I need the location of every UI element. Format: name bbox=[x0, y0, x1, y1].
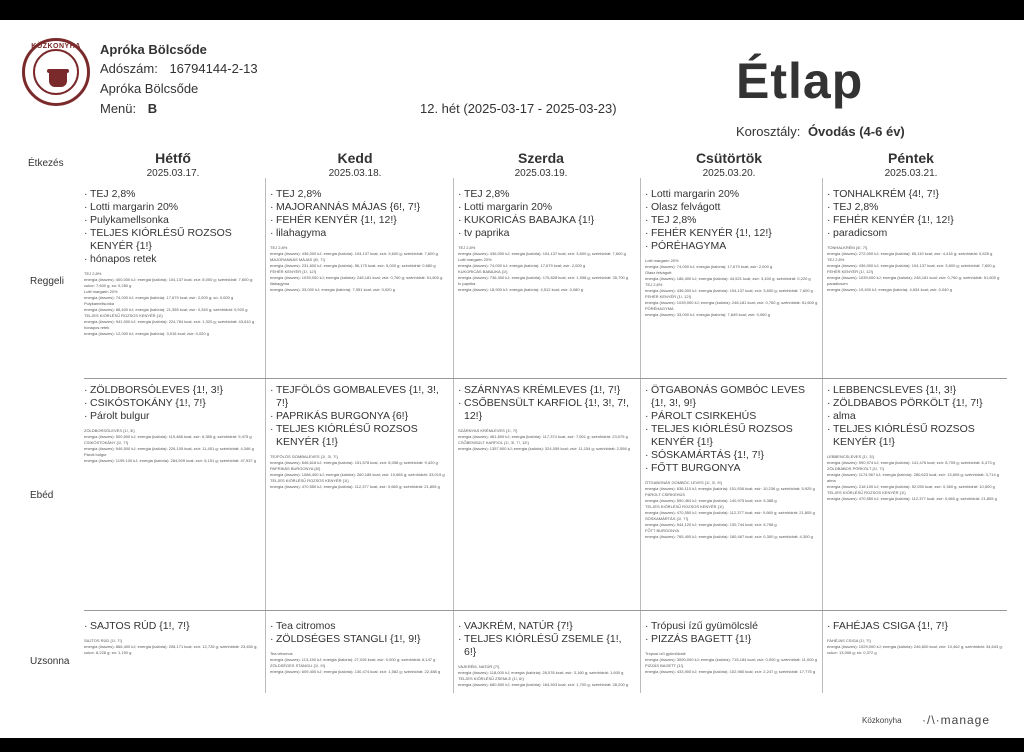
nutrition-details bbox=[827, 245, 1005, 293]
nutrition-line: energia (összes): 1357,900 kJ; energia (kalória): 324,059 kcal; zsír: 11,154 g; szénhidrát: 2,556 g bbox=[458, 446, 631, 451]
day-header-friday bbox=[826, 150, 996, 179]
nutrition-line: Olasz felvágott bbox=[645, 270, 672, 275]
dish-item: · paradicsom bbox=[827, 227, 1005, 240]
dish-list bbox=[270, 384, 448, 449]
nutrition-line: energia (összes): 1039,000 kJ; energia (kalória): 248,181 kcal; zsír: 0,760 g; szénhidrát: 51,600 g bbox=[645, 300, 818, 305]
nutrition-line: energia (összes): 680,500 kJ; energia (kalória): 164,503 kcal; zsír: 1,700 g; szénhidrát: 28,200 g bbox=[458, 682, 629, 687]
nutrition-line: energia (összes): 461,600 kJ; energia (kalória): 117,374 kcal; zsír: 7,501 g; szénhidrát: 23,075 g bbox=[458, 434, 628, 439]
nutrition-line: energia (összes): 946,500 kJ; energia (kalória): 226,105 kcal; zsír: 11,451 g; szénhidrát: 4,346 g bbox=[84, 446, 254, 451]
nutrition-line: energia (összes): 590,974 kJ; energia (kalória): 141,476 kcal; zsír: 8,705 g; szénhidrát: 6,473 g bbox=[827, 460, 995, 465]
nutrition-line: energia (összes): 636,110 kJ; energia (kalória): 151,938 kcal; zsír: 10,236 g; szénhidrát: 5,925 g bbox=[645, 486, 815, 491]
tax-number-line bbox=[100, 61, 258, 76]
nutrition-details bbox=[645, 258, 823, 318]
nutrition-line: TELJES KIÓRLÉSŰ ROZSOS KENYÉR {1!} bbox=[645, 504, 724, 509]
menu-cell-uzsonna-3 bbox=[645, 620, 823, 675]
nutrition-line: SAJTOS RÚD {1!, 7!} bbox=[84, 638, 122, 643]
top-black-bar bbox=[0, 0, 1024, 20]
nutrition-line: TONHALKRÉM {4!, 7!} bbox=[827, 245, 868, 250]
nutrition-line: ÖTGABONÁS GOMBÓC LEVES {1!, 3!, 9!} bbox=[645, 480, 722, 485]
nutrition-line: TELJES KIÓRLÉSŰ ROZSOS KENYÉR {1!} bbox=[270, 478, 349, 483]
dish-item: · TELJES KIÓRLÉSŰ ROZSOS KENYÉR {1!} bbox=[84, 227, 262, 253]
menu-cell-uzsonna-4 bbox=[827, 620, 1005, 656]
nutrition-details bbox=[827, 638, 1005, 655]
nutrition-line: TELJES KIÓRLÉSŰ ROZSOS KENYÉR {1!} bbox=[827, 490, 906, 495]
nutrition-details bbox=[270, 651, 448, 675]
menu-cell-ebed-3 bbox=[645, 384, 823, 540]
nutrition-line: energia (összes): 18,900 kJ; energia (kalória): 4,512 kcal; zsír: 0,080 g bbox=[458, 287, 583, 292]
nutrition-line: FEHÉR KENYÉR {1!, 12!} bbox=[645, 294, 692, 299]
dish-list bbox=[270, 620, 448, 646]
dish-item: · FEHÉR KENYÉR {1!, 12!} bbox=[270, 214, 448, 227]
dish-item: · TEJ 2,8% bbox=[645, 214, 823, 227]
nutrition-details bbox=[84, 271, 262, 336]
nutrition-line: energia (összes): 12,000 kJ; energia (kalória): 3,016 kcal; zsír: 0,020 g bbox=[84, 330, 209, 336]
nutrition-line: energia (összes): 1086,400 kJ; energia (kalória): 260,185 kcal; zsír: 10,665 g; szénhidrát: 33,019 g bbox=[270, 472, 445, 477]
dish-list bbox=[827, 384, 1005, 449]
column-divider bbox=[265, 178, 266, 693]
nutrition-line: energia (összes): 941,000 kJ; energia (kalória): 224,784 kcal; zsír: 1,320 g; szénhidrát: 43,610 g bbox=[84, 318, 255, 324]
dish-item: · MAJORANNÁS MÁJAS {6!, 7!} bbox=[270, 201, 448, 214]
dish-item: · PÁROLT CSIRKEHÚS bbox=[645, 410, 823, 423]
nutrition-line: CSŐBENSÜLT KARFIOL {1!, 3!, 7!, 12!} bbox=[458, 440, 529, 445]
row-divider bbox=[84, 610, 1007, 611]
nutrition-line: energia (összes): 470,550 kJ; energia (kalória): 112,377 kcal; zsír: 0,660 g; szénhidrát: 21,805 g bbox=[827, 496, 997, 501]
nutrition-line: LEBBENCSLEVES {1!, 3!} bbox=[827, 454, 874, 459]
nutrition-line: hónapos retek bbox=[84, 324, 110, 330]
nutrition-line: energia (összes): 3090,000 kJ; energia (kalória): 715,184 kcal; zsír: 0,000 g; szénhidrát: 11,000 g bbox=[645, 657, 818, 662]
nutrition-line: energia (összes): 1039,000 kJ; energia (kalória): 248,181 kcal; zsír: 0,760 g; szénhidrát: 51,600 g bbox=[827, 275, 1000, 280]
pot-icon bbox=[49, 73, 67, 87]
day-name: Csütörtök bbox=[695, 150, 763, 166]
nutrition-line: energia (összes): 646,616 kJ; energia (kalória): 151,578 kcal; zsír: 8,058 g; szénhidrát: 9,420 g bbox=[270, 460, 438, 465]
nutrition-line: TEJ 2,8% bbox=[827, 257, 845, 262]
dish-item: · Lotti margarin 20% bbox=[645, 188, 823, 201]
nutrition-line: TELJES KIÓRLÉSŰ ZSEMLE {1!, 6!} bbox=[458, 676, 524, 681]
dish-item: · ZÖLDBORSÓLEVES {1!, 3!} bbox=[84, 384, 262, 397]
nutrition-line: energia (összes): 400,000 kJ; energia (kalória): 104,137 kcal; zsír: 8,000 g; szénhidrát: 7,600 g; cukor: 7,600 g; só: 0,280 g bbox=[84, 277, 253, 288]
nutrition-line: Párolt bulgur bbox=[84, 452, 107, 457]
age-label: Korosztály: bbox=[736, 124, 801, 139]
nutrition-line: energia (összes): 470,550 kJ; energia (kalória): 112,377 kcal; zsír: 0,660 g; szénhidrát: 21,805 g bbox=[270, 484, 440, 489]
dish-item: · FEHÉR KENYÉR {1!, 12!} bbox=[645, 227, 823, 240]
menu-cell-ebed-2 bbox=[458, 384, 636, 452]
nutrition-line: energia (összes): 74,000 kJ; energia (kalória): 17,679 kcal; zsír: 2,000 g; só: 0,000 g bbox=[84, 294, 234, 300]
dish-item: · SAJTOS RÚD {1!, 7!} bbox=[84, 620, 262, 633]
menu-cell-ebed-1 bbox=[270, 384, 448, 490]
nutrition-line: SZÁRNYAS KRÉMLEVES {1!, 7!} bbox=[458, 428, 518, 433]
day-date: 2025.03.18. bbox=[328, 168, 382, 179]
nutrition-line: TEJ 2,8% bbox=[645, 282, 663, 287]
nutrition-line: lilahagyma bbox=[270, 281, 290, 286]
nutrition-line: energia (összes): 736,300 kJ; energia (kalória): 175,828 kcal; zsír: 1,598 g; szénhidrát: 35,700 g bbox=[458, 275, 629, 280]
nutrition-line: ZÖLDBORSÓLEVES {1!, 3!} bbox=[84, 428, 135, 433]
dish-list bbox=[645, 188, 823, 253]
dish-list bbox=[270, 188, 448, 240]
week-range: 12. hét (2025-03-17 - 2025-03-23) bbox=[420, 101, 617, 116]
dish-item: · ZÖLDBABOS PÖRKÖLT {1!, 7!} bbox=[827, 397, 1005, 410]
dish-item: · PAPRIKÁS BURGONYA {6!} bbox=[270, 410, 448, 423]
nutrition-line: energia (összes): 272,000 kJ; energia (kalória): 65,119 kcal; zsír: 4,416 g; szénhidrát: 0,625 g bbox=[827, 251, 993, 256]
nutrition-line: Pulykamellsonka bbox=[84, 300, 115, 306]
dish-list bbox=[645, 620, 823, 646]
nutrition-line: energia (összes): 765,400 kJ; energia (kalória): 180,467 kcal; zsír: 0,300 g; szénhidrát: 4,300 g bbox=[645, 534, 813, 539]
dish-item: · PIZZÁS BAGETT {1!} bbox=[645, 633, 823, 646]
nutrition-line: TEJ 2,8% bbox=[270, 245, 288, 250]
dish-item: · FAHÉJAS CSIGA {1!, 7!} bbox=[827, 620, 1005, 633]
nutrition-line: PIZZÁS BAGETT {1!} bbox=[645, 663, 684, 668]
menu-line bbox=[100, 101, 157, 116]
menu-cell-ebed-4 bbox=[827, 384, 1005, 502]
nutrition-line: ZÖLDBABOS PÖRKÖLT {1!, 7!} bbox=[827, 466, 884, 471]
nutrition-line: PÁROLT CSIRKEHÚS bbox=[645, 492, 686, 497]
dish-item: · SZÁRNYAS KRÉMLEVES {1!, 7!} bbox=[458, 384, 636, 397]
nutrition-line: energia (összes): 74,000 kJ; energia (kalória): 17,679 kcal; zsír: 2,000 g bbox=[458, 263, 586, 268]
nutrition-line: energia (összes): 113,150 kJ; energia (kalória): 27,026 kcal; zsír: 0,000 g; szénhidrát: 6,147 g bbox=[270, 657, 436, 662]
day-name: Hétfő bbox=[155, 150, 191, 166]
dish-item: · SÓSKAMÁRTÁS {1!, 7!} bbox=[645, 449, 823, 462]
dish-list bbox=[458, 384, 636, 423]
nutrition-line: TEJ 2,8% bbox=[84, 271, 102, 276]
nutrition-line: FAHÉJAS CSIGA {1!, 7!} bbox=[827, 638, 871, 643]
day-header-thursday bbox=[644, 150, 814, 179]
dish-item: · FŐTT BURGONYA bbox=[645, 462, 823, 475]
nutrition-line: SÓSKAMÁRTÁS {1!, 7!} bbox=[645, 516, 689, 521]
nutrition-details bbox=[458, 245, 636, 293]
meal-label-reggeli: Reggeli bbox=[30, 276, 64, 287]
nutrition-details bbox=[645, 651, 823, 675]
nutrition-line: Lotti margarin 20% bbox=[84, 288, 118, 294]
institution-name-secondary: Apróka Bölcsőde bbox=[100, 81, 199, 96]
nutrition-line: energia (összes): 436,000 kJ; energia (kalória): 104,137 kcal; zsír: 3,600 g; szénhidrát: 7,600 g bbox=[827, 263, 995, 268]
age-value: Óvodás (4-6 év) bbox=[807, 124, 905, 139]
menu-value: B bbox=[147, 101, 158, 116]
dish-list bbox=[458, 620, 636, 659]
menu-cell-reggeli-4 bbox=[827, 188, 1005, 293]
dish-list bbox=[84, 188, 262, 266]
menu-cell-uzsonna-2 bbox=[458, 620, 636, 688]
dish-item: · Olasz felvágott bbox=[645, 201, 823, 214]
footer-kozkonyha: Közkonyha bbox=[862, 716, 902, 725]
kozkonyha-logo bbox=[22, 38, 90, 106]
nutrition-line: ZÖLDSÉGES STANGLI {1!, 9!} bbox=[270, 663, 326, 668]
dish-item: · Trópusi ízű gyümölcslé bbox=[645, 620, 823, 633]
menu-cell-ebed-0 bbox=[84, 384, 262, 464]
nutrition-line: energia (összes): 1039,000 kJ; energia (kalória): 248,181 kcal; zsír: 0,760 g; szénhidrát: 51,600 g bbox=[270, 275, 443, 280]
nutrition-line: energia (összes): 590,464 kJ; energia (kalória): 140,975 kcal; zsír: 5,388 g bbox=[645, 498, 777, 503]
dish-item: · tv paprika bbox=[458, 227, 636, 240]
nutrition-line: tv paprika bbox=[458, 281, 476, 286]
day-header-monday bbox=[88, 150, 258, 179]
dish-item: · LEBBENCSLEVES {1!, 3!} bbox=[827, 384, 1005, 397]
nutrition-details bbox=[270, 245, 448, 293]
nutrition-line: energia (összes): 609,400 kJ; energia (kalória): 130,474 kcal; zsír: 1,582 g; szénhidrát: 22,488 g bbox=[270, 669, 441, 674]
dish-list bbox=[458, 188, 636, 240]
age-group bbox=[736, 124, 905, 139]
column-divider bbox=[453, 178, 454, 693]
dish-item: · Lotti margarin 20% bbox=[458, 201, 636, 214]
dish-item: · TEJ 2,8% bbox=[270, 188, 448, 201]
dish-item: · TONHALKRÉM {4!, 7!} bbox=[827, 188, 1005, 201]
nutrition-line: energia (összes): 231,600 kJ; energia (kalória): 56,175 kcal; zsír: 5,000 g; szénhidrát: 0,680 g bbox=[270, 263, 436, 268]
dish-item: · TEJFÖLÖS GOMBALEVES {1!, 3!, 7!} bbox=[270, 384, 448, 410]
tax-label: Adószám: bbox=[100, 61, 158, 76]
menu-cell-reggeli-3 bbox=[645, 188, 823, 318]
nutrition-line: FEHÉR KENYÉR {1!, 12!} bbox=[270, 269, 317, 274]
nutrition-details bbox=[458, 428, 636, 452]
dish-item: · KUKORICÁS BABAJKA {1!} bbox=[458, 214, 636, 227]
nutrition-line: energia (összes): 470,550 kJ; energia (kalória): 112,377 kcal; zsír: 0,660 g; szénhidrát: 21,805 g bbox=[645, 510, 815, 515]
day-name: Szerda bbox=[518, 150, 564, 166]
nutrition-line: energia (összes): 86,400 kJ; energia (kalória): 21,355 kcal; zsír: 0,340 g; szénhidrát: 0,920 g bbox=[84, 306, 248, 312]
nutrition-line: energia (összes): 186,400 kJ; energia (kalória): 44,521 kcal; zsír: 3,400 g; szénhidrát: 0,220 g bbox=[645, 276, 811, 281]
dish-list bbox=[827, 620, 1005, 633]
menu-cell-uzsonna-0 bbox=[84, 620, 262, 656]
dish-item: · TEJ 2,8% bbox=[84, 188, 262, 201]
nutrition-line: energia (összes): 33,000 kJ; energia (kalória): 7,849 kcal; zsír: 0,060 g bbox=[645, 312, 770, 317]
menu-cell-uzsonna-1 bbox=[270, 620, 448, 675]
nutrition-details bbox=[827, 454, 1005, 502]
nutrition-line: paradicsom bbox=[827, 281, 848, 286]
dish-item: · Tea citromos bbox=[270, 620, 448, 633]
dish-item: · FEHÉR KENYÉR {1!, 12!} bbox=[827, 214, 1005, 227]
nutrition-line: energia (összes): 19,400 kJ; energia (kalória): 4,634 kcal; zsír: 0,040 g bbox=[827, 287, 952, 292]
dish-item: · Lotti margarin 20% bbox=[84, 201, 262, 214]
nutrition-line: VAJKRÉM, NATÚR {7!} bbox=[458, 664, 500, 669]
dish-item: · lilahagyma bbox=[270, 227, 448, 240]
dish-item: · alma bbox=[827, 410, 1005, 423]
day-date: 2025.03.20. bbox=[702, 168, 756, 179]
dish-item: · TELJES KIÓRLÉSŰ ROZSOS KENYÉR {1!} bbox=[645, 423, 823, 449]
nutrition-line: FEHÉR KENYÉR {1!, 12!} bbox=[827, 269, 874, 274]
dish-item: · VAJKRÉM, NATÚR {7!} bbox=[458, 620, 636, 633]
nutrition-line: PAPRIKÁS BURGONYA {6!} bbox=[270, 466, 321, 471]
nutrition-line: Trópusi ízű gyümölcslé bbox=[645, 651, 686, 656]
page-title: Étlap bbox=[736, 53, 864, 109]
dish-item: · TELJES KIÓRLÉSŰ ROZSOS KENYÉR {1!} bbox=[827, 423, 1005, 449]
nutrition-details bbox=[84, 428, 262, 464]
nutrition-line: PÓRÉHAGYMA bbox=[645, 306, 674, 311]
column-divider bbox=[640, 178, 641, 693]
dish-list bbox=[645, 384, 823, 475]
nutrition-line: alma bbox=[827, 478, 836, 483]
menu-cell-reggeli-0 bbox=[84, 188, 262, 337]
nutrition-line: KUKORICÁS BABAJKA {1!} bbox=[458, 269, 508, 274]
logo-ring-icon bbox=[33, 49, 79, 95]
footer-manage-logo: ·/\·manage bbox=[922, 713, 991, 727]
day-name: Péntek bbox=[888, 150, 934, 166]
nutrition-line: energia (összes): 866,400 kJ; energia (kalória): 208,171 kcal; zsír: 12,726 g; szénhidrát: 23,450 g; cukor: 8,228 g; só: 1,150 g bbox=[84, 644, 258, 655]
nutrition-details bbox=[458, 664, 636, 688]
menu-cell-reggeli-2 bbox=[458, 188, 636, 293]
nutrition-line: TEJFÖLÖS GOMBALEVES {1!, 3!, 7!} bbox=[270, 454, 338, 459]
nutrition-line: energia (összes): 436,000 kJ; energia (kalória): 104,137 kcal; zsír: 3,600 g; szénhidrát: 7,600 g bbox=[270, 251, 438, 256]
nutrition-line: FŐTT BURGONYA bbox=[645, 528, 680, 533]
institution-name: Apróka Bölcsőde bbox=[100, 42, 207, 57]
dish-item: · TELJES KIÓRLÉSŰ ROZSOS KENYÉR {1!} bbox=[270, 423, 448, 449]
dish-list bbox=[827, 188, 1005, 240]
nutrition-details bbox=[270, 454, 448, 490]
nutrition-line: energia (összes): 436,000 kJ; energia (kalória): 104,137 kcal; zsír: 3,600 g; szénhidrát: 7,600 g bbox=[458, 251, 626, 256]
dish-item: · Párolt bulgur bbox=[84, 410, 262, 423]
nutrition-line: energia (összes): 218,100 kJ; energia (kalória): 52,050 kcal; zsír: 0,360 g; szénhidrát: 10,500 g bbox=[827, 484, 995, 489]
nutrition-line: energia (összes): 436,000 kJ; energia (kalória): 104,137 kcal; zsír: 3,600 g; szénhidrát: 7,600 g bbox=[645, 288, 813, 293]
logo-text: KÖZKONYHA bbox=[31, 43, 81, 50]
nutrition-line: Tea citromos bbox=[270, 651, 293, 656]
nutrition-line: MAJORANNÁS MÁJAS {6!, 7!} bbox=[270, 257, 325, 262]
dish-item: · ZÖLDSÉGES STANGLI {1!, 9!} bbox=[270, 633, 448, 646]
meal-column-header: Étkezés bbox=[28, 158, 64, 169]
nutrition-line: TEJ 2,8% bbox=[458, 245, 476, 250]
dish-item: · ÖTGABONÁS GOMBÓC LEVES {1!, 3!, 9!} bbox=[645, 384, 823, 410]
nutrition-details bbox=[645, 480, 823, 540]
nutrition-line: energia (összes): 1199,100 kJ; energia (kalória): 284,509 kcal; zsír: 6,151 g; szénhidrát: 47,937 g bbox=[84, 458, 257, 463]
day-date: 2025.03.21. bbox=[884, 168, 938, 179]
dish-list bbox=[84, 620, 262, 633]
nutrition-line: Lotti margarin 20% bbox=[458, 257, 492, 262]
dish-list bbox=[84, 384, 262, 423]
day-date: 2025.03.17. bbox=[146, 168, 200, 179]
nutrition-line: energia (összes): 433,900 kJ; energia (kalória): 102,980 kcal; zsír: 2,247 g; szénhidrát: 17,775 g bbox=[645, 669, 816, 674]
nutrition-line: energia (összes): 500,500 kJ; energia (kalória): 119,488 kcal; zsír: 6,385 g; szénhidrát: 9,475 g bbox=[84, 434, 252, 439]
nutrition-details bbox=[84, 638, 262, 655]
meal-label-uzsonna: Uzsonna bbox=[30, 656, 70, 667]
dish-item: · PÓRÉHAGYMA bbox=[645, 240, 823, 253]
dish-item: · CSŐBENSÜLT KARFIOL {1!, 3!, 7!, 12!} bbox=[458, 397, 636, 423]
dish-item: · CSIKÓSTOKÁNY {1!, 7!} bbox=[84, 397, 262, 410]
dish-item: · TEJ 2,8% bbox=[827, 201, 1005, 214]
nutrition-line: energia (összes): 1174,967 kJ; energia (kalória): 280,623 kcal; zsír: 13,606 g; szénhidrát: 3,714 g bbox=[827, 472, 1000, 477]
nutrition-line: energia (összes): 1029,000 kJ; energia (kalória): 246,600 kcal; zsír: 10,462 g; szénhidrát: 34,643 g; cukor: 13,006 g; só: 0,372 g bbox=[827, 644, 1003, 655]
bottom-black-bar bbox=[0, 738, 1024, 752]
tax-number: 16794144-2-13 bbox=[169, 61, 258, 76]
day-header-wednesday bbox=[456, 150, 626, 179]
day-name: Kedd bbox=[337, 150, 373, 166]
dish-item: · hónapos retek bbox=[84, 253, 262, 266]
nutrition-line: Lotti margarin 20% bbox=[645, 258, 679, 263]
dish-item: · Pulykamellsonka bbox=[84, 214, 262, 227]
nutrition-line: energia (összes): 118,000 kJ; energia (kalória): 28,578 kcal; zsír: 3,160 g; szénhidrát: 1,600 g bbox=[458, 670, 624, 675]
nutrition-line: TELJES KIÓRLÉSŰ ROZSOS KENYÉR {1!} bbox=[84, 312, 163, 318]
dish-item: · TELJES KIÓRLÉSŰ ZSEMLE {1!, 6!} bbox=[458, 633, 636, 659]
menu-label: Menü: bbox=[100, 101, 137, 116]
day-header-tuesday bbox=[270, 150, 440, 179]
nutrition-line: CSIKÓSTOKÁNY {1!, 7!} bbox=[84, 440, 129, 445]
nutrition-line: energia (összes): 74,000 kJ; energia (kalória): 17,679 kcal; zsír: 2,000 g bbox=[645, 264, 773, 269]
row-divider bbox=[84, 378, 1007, 379]
nutrition-line: energia (összes): 33,000 kJ; energia (kalória): 7,951 kcal; zsír: 0,020 g bbox=[270, 287, 395, 292]
nutrition-line: energia (összes): 544,120 kJ; energia (kalória): 130,744 kcal; zsír: 5,768 g bbox=[645, 522, 777, 527]
menu-cell-reggeli-1 bbox=[270, 188, 448, 293]
dish-item: · TEJ 2,8% bbox=[458, 188, 636, 201]
day-date: 2025.03.19. bbox=[514, 168, 568, 179]
meal-label-ebed: Ebéd bbox=[30, 490, 54, 501]
